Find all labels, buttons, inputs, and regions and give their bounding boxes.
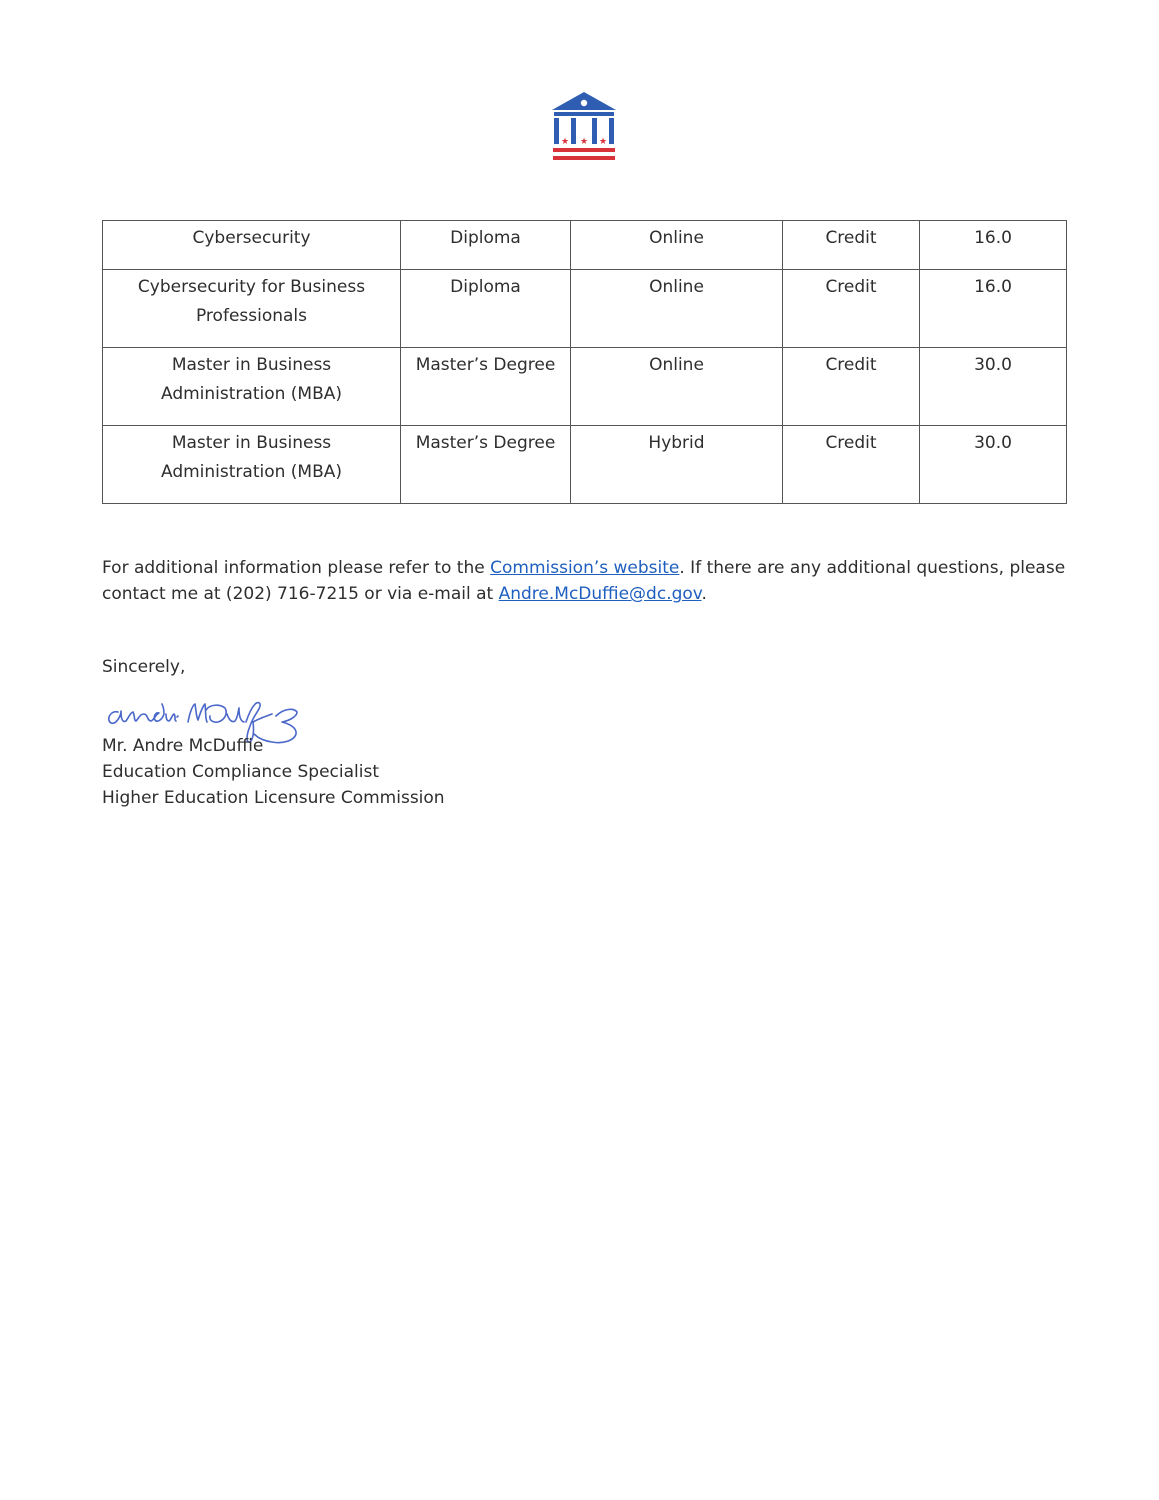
programs-table <box>102 220 1067 504</box>
signature-block <box>102 733 445 811</box>
program-name-cell: Master in Business Administration (MBA) <box>103 348 401 426</box>
signer-title: Education Compliance Specialist <box>102 762 380 782</box>
info-text-part: . If there are any additional questions, please contact me at (202) 716-7215 or via e-mail at <box>102 558 1066 604</box>
program-name-cell: Master in Business Administration (MBA) <box>103 426 401 504</box>
modality-cell: Online <box>571 348 783 426</box>
credit-hours-cell: 16.0 <box>920 221 1067 270</box>
table-row <box>103 270 1067 348</box>
commission-website-link[interactable]: Commission’s website <box>490 558 680 578</box>
credit-type-cell: Credit <box>783 348 920 426</box>
info-text-part: For additional information please refer to the <box>102 558 491 578</box>
table-row <box>103 221 1067 270</box>
credential-cell: Diploma <box>401 270 571 348</box>
additional-info-paragraph <box>102 555 1072 607</box>
program-name-cell: Cybersecurity for Business Professionals <box>103 270 401 348</box>
svg-text:★: ★ <box>579 137 589 147</box>
modality-cell: Online <box>571 221 783 270</box>
svg-text:★: ★ <box>560 137 570 147</box>
table-row <box>103 426 1067 504</box>
email-link[interactable]: Andre.McDuffie@dc.gov <box>498 584 702 604</box>
credential-cell: Master’s Degree <box>401 426 571 504</box>
credit-type-cell: Credit <box>783 270 920 348</box>
info-text-part: . <box>701 584 707 604</box>
closing-salutation: Sincerely, <box>102 657 186 677</box>
svg-text:★: ★ <box>598 137 608 147</box>
credit-type-cell: Credit <box>783 221 920 270</box>
credit-type-cell: Credit <box>783 426 920 504</box>
modality-cell: Online <box>571 270 783 348</box>
credit-hours-cell: 16.0 <box>920 270 1067 348</box>
program-name-cell: Cybersecurity <box>103 221 401 270</box>
credit-hours-cell: 30.0 <box>920 348 1067 426</box>
building-columns-icon <box>549 90 619 164</box>
signer-organization: Higher Education Licensure Commission <box>102 788 445 808</box>
credential-cell: Diploma <box>401 221 571 270</box>
credential-cell: Master’s Degree <box>401 348 571 426</box>
signer-name: Mr. Andre McDuffie <box>102 736 264 756</box>
credit-hours-cell: 30.0 <box>920 426 1067 504</box>
modality-cell: Hybrid <box>571 426 783 504</box>
table-row <box>103 348 1067 426</box>
